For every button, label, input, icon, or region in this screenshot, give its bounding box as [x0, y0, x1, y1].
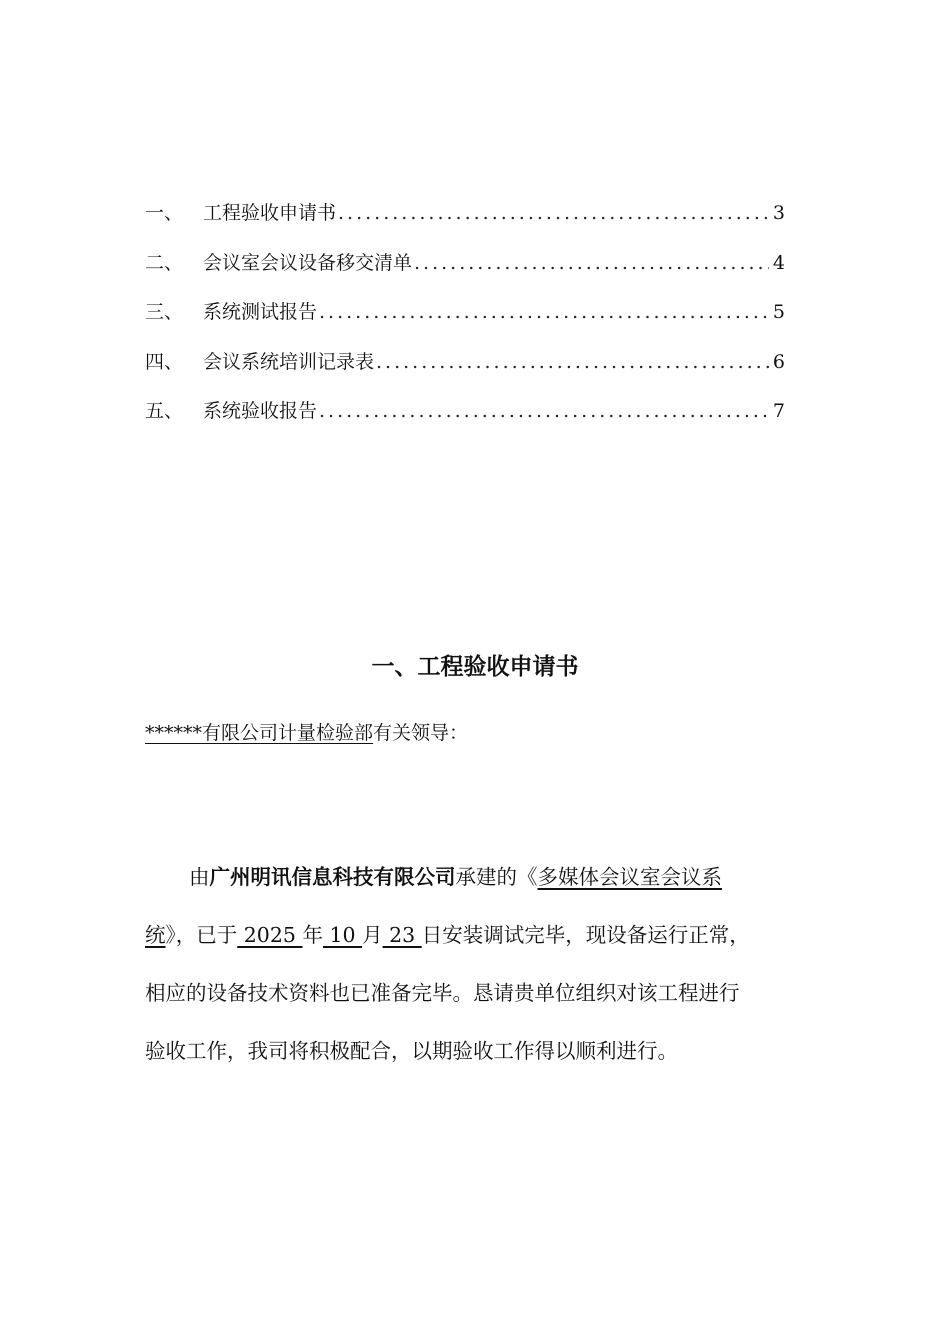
letter-line-4: 验收工作，我司将积极配合，以期验收工作得以顺利进行。	[145, 1039, 678, 1063]
toc-entry-title: 会议系统培训记录表	[203, 350, 375, 373]
toc-entry-number: 二、	[145, 251, 184, 274]
toc-entry-number: 三、	[145, 301, 184, 323]
table-of-contents	[145, 196, 785, 444]
toc-leader-dots	[414, 246, 769, 280]
toc-entry-page: 7	[772, 400, 785, 422]
toc-entry-number: 五、	[145, 400, 184, 422]
toc-leader-dots	[338, 196, 769, 230]
system-name: 多媒体会议室会议系	[537, 865, 722, 889]
toc-entry-page: 3	[772, 202, 785, 224]
toc-entry-page: 4	[772, 251, 785, 274]
toc-entry-title: 工程验收申请书	[203, 202, 337, 224]
text-run: 年	[302, 923, 323, 947]
letter-line-2	[145, 906, 805, 964]
toc-entry-title: 系统测试报告	[203, 301, 318, 323]
completion-month: 10	[322, 923, 363, 947]
letter-body	[145, 848, 805, 1080]
section-heading: 一、工程验收申请书	[371, 654, 579, 680]
system-name-continued: 统	[145, 923, 166, 947]
toc-entry[interactable]	[145, 196, 785, 246]
toc-entry-title: 系统验收报告	[203, 400, 318, 422]
completion-year: 2025	[237, 923, 303, 947]
toc-leader-dots	[319, 295, 769, 329]
toc-leader-dots	[319, 394, 769, 428]
toc-entry[interactable]	[145, 345, 785, 395]
toc-entry-number: 一、	[145, 202, 184, 224]
toc-leader-dots	[376, 345, 769, 379]
text-run: 由	[189, 865, 210, 889]
toc-entry[interactable]	[145, 295, 785, 345]
letter-line-3: 相应的设备技术资料也已准备完毕。恳请贵单位组织对该工程进行	[145, 981, 740, 1005]
text-run: 承建的《	[455, 865, 538, 889]
toc-entry-title: 会议室会议设备移交清单	[203, 251, 413, 274]
text-run: 月	[362, 923, 383, 947]
completion-day: 23	[382, 923, 422, 947]
toc-entry-page: 6	[772, 350, 785, 373]
salutation-suffix: 有关领导：	[373, 722, 469, 744]
text-run: 日安装调试完毕，现设备运行正常，	[421, 923, 750, 947]
toc-entry-number: 四、	[145, 350, 184, 373]
text-run: 》，已于	[165, 923, 238, 947]
contractor-name: 广州明讯信息科技有限公司	[209, 865, 456, 889]
toc-entry[interactable]	[145, 246, 785, 296]
letter-line-1	[145, 848, 805, 906]
toc-entry[interactable]	[145, 394, 785, 444]
salutation	[145, 718, 468, 745]
recipient-organization: ******有限公司计量检验部	[145, 722, 374, 744]
toc-entry-page: 5	[772, 301, 785, 323]
